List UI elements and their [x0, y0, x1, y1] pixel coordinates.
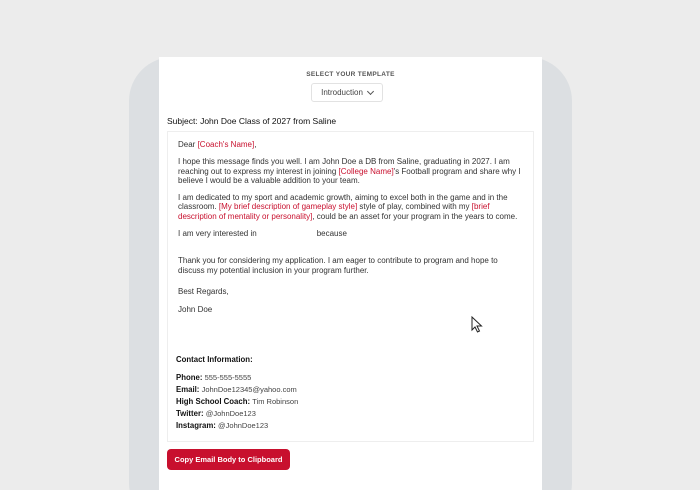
template-selected-value: Introduction [321, 88, 363, 97]
gameplay-placeholder: [My brief description of gameplay style] [218, 202, 358, 212]
email-paragraph-3: I am very interested in because [178, 229, 347, 239]
email-subject: Subject: John Doe Class of 2027 from Saline [167, 116, 337, 126]
email-closing: Best Regards, [178, 286, 229, 296]
contact-instagram: Instagram: @JohnDoe123 [176, 421, 269, 430]
college-name-placeholder: [College Name] [338, 166, 394, 176]
email-template-panel [159, 57, 542, 490]
contact-phone: Phone: 555-555-5555 [176, 373, 252, 382]
chevron-down-icon [367, 87, 374, 94]
email-signature: John Doe [178, 305, 213, 315]
mentality-placeholder: [brief description of mentality or personality] [178, 202, 490, 221]
email-body-box[interactable] [167, 131, 534, 442]
email-paragraph-2: I am dedicated to my sport and academic growth, aiming to excel both in the game and in the classroom. [My brief description of gameplay style] style of play, combined with my [brief description of mentality or personality], could be an asset for your program in the years to come. [178, 193, 518, 221]
copy-email-button[interactable]: Copy Email Body to Clipboard [167, 449, 290, 470]
email-body [178, 140, 523, 323]
contact-twitter: Twitter: @JohnDoe123 [176, 409, 256, 418]
contact-heading: Contact Information: [176, 355, 253, 364]
coach-name-placeholder: [Coach's Name] [197, 140, 255, 149]
email-paragraph-4: Thank you for considering my application. I am eager to contribute to program and hope to discuss my potential inclusion in your program further. [178, 256, 498, 275]
mouse-pointer-icon [471, 316, 483, 333]
template-label: SELECT YOUR TEMPLATE [306, 71, 395, 78]
contact-coach: High School Coach: Tim Robinson [176, 397, 299, 406]
template-select[interactable] [311, 83, 383, 102]
email-paragraph-1: I hope this message finds you well. I am John Doe a DB from Saline, graduating in 2027. I am reaching out to express my interest in joining [College Name]'s Football program and share why I believe I would be a valuable addition to your team. [178, 157, 521, 185]
contact-information [176, 354, 298, 432]
contact-email: Email: JohnDoe12345@yahoo.com [176, 385, 297, 394]
email-greeting: Dear [Coach's Name], [178, 140, 257, 149]
